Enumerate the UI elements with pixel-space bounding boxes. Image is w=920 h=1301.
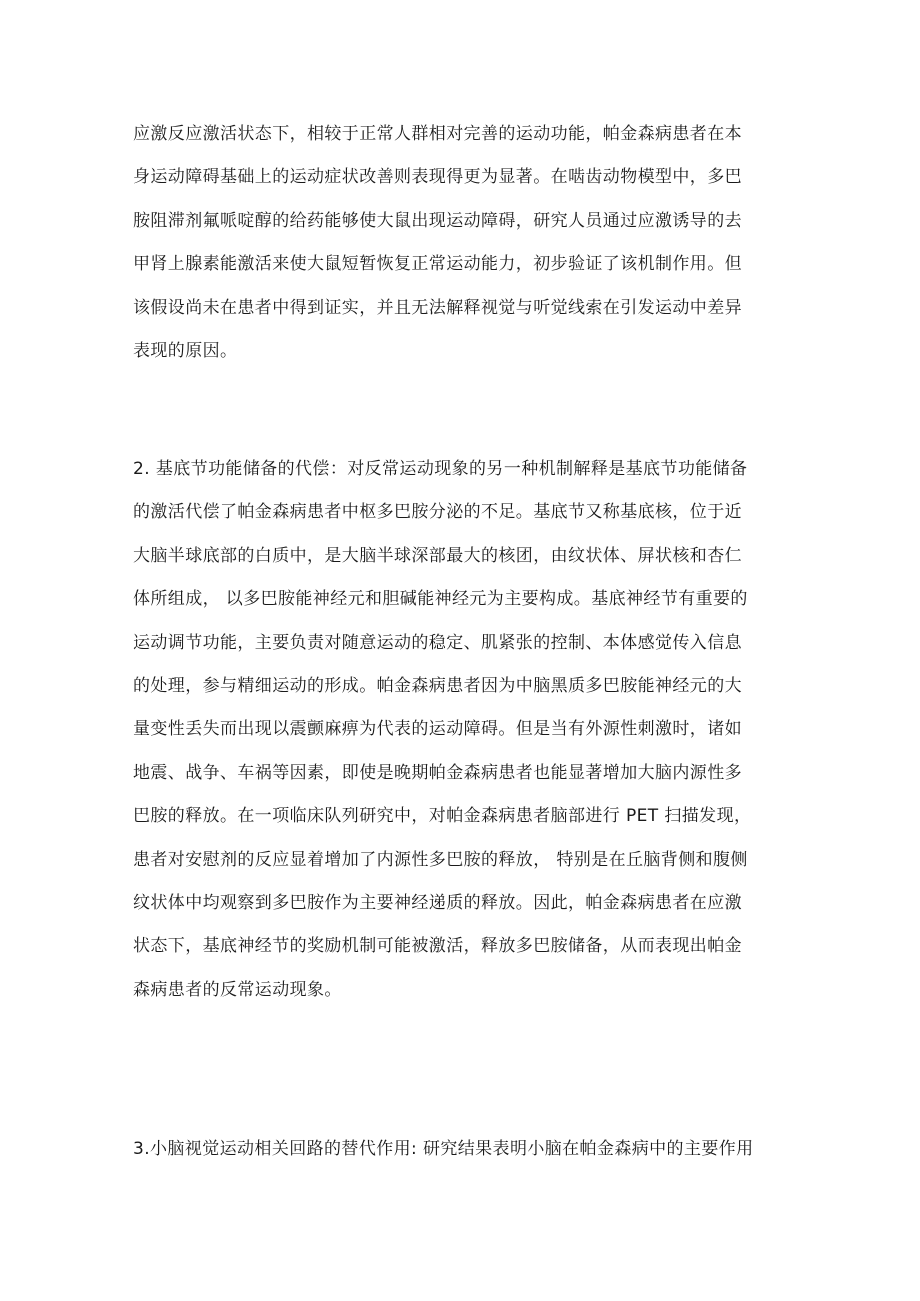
text-line: 3.小脑视觉运动相关回路的替代作用: 研究结果表明小脑在帕金森病中的主要作用: [133, 1139, 754, 1159]
text-line: 大脑半球底部的白质中，是大脑半球深部最大的核团，由纹状体、屏状核和杏仁: [133, 545, 742, 566]
text-line: 运动调节功能，主要负责对随意运动的稳定、肌紧张的控制、本体感觉传入信息: [133, 632, 742, 653]
text-line: 2. 基底节功能储备的代偿：对反常运动现象的另一种机制解释是基底节功能储备: [133, 459, 748, 479]
text-line: 表现的原因。: [133, 341, 238, 362]
text-line: 应激反应激活状态下，相较于正常人群相对完善的运动功能，帕金森病患者在本: [133, 124, 742, 144]
text-line: 量变性丢失而出现以震颤麻痹为代表的运动障碍。但是当有外源性刺激时，诸如: [133, 719, 742, 740]
text-line: 森病患者的反常运动现象。: [133, 979, 342, 1000]
paragraph-stress-response: [133, 113, 795, 373]
text-line: 甲肾上腺素能激活来使大鼠短暂恢复正常运动能力，初步验证了该机制作用。但: [133, 254, 742, 275]
text-line: 纹状体中均观察到多巴胺作为主要神经递质的释放。因此，帕金森病患者在应激: [133, 893, 742, 914]
text-line: 胺阻滞剂氟哌啶醇的给药能够使大鼠出现运动障碍，研究人员通过应激诱导的去: [133, 210, 742, 231]
text-line: 患者对安慰剂的反应显着增加了内源性多巴胺的释放， 特别是在丘脑背侧和腹侧: [133, 849, 748, 870]
text-line: 的激活代偿了帕金森病患者中枢多巴胺分泌的不足。基底节又称基底核，位于近: [133, 502, 742, 523]
paragraph-cerebellum: [133, 1128, 795, 1171]
text-line: 巴胺的释放。在一项临床队列研究中，对帕金森病患者脑部进行 PET 扫描发现，: [133, 806, 752, 827]
text-line: 的处理，参与精细运动的形成。帕金森病患者因为中脑黑质多巴胺能神经元的大: [133, 676, 742, 697]
text-line: 该假设尚未在患者中得到证实，并且无法解释视觉与听觉线索在引发运动中差异: [133, 297, 742, 318]
text-line: 地震、战争、车祸等因素，即使是晚期帕金森病患者也能显著增加大脑内源性多: [133, 762, 742, 783]
text-line: 身运动障碍基础上的运动症状改善则表现得更为显著。在啮齿动物模型中，多巴: [133, 167, 742, 188]
paragraph-basal-ganglia: [133, 448, 795, 1012]
text-line: 状态下，基底神经节的奖励机制可能被激活，释放多巴胺储备，从而表现出帕金: [133, 936, 742, 957]
text-line: 体所组成， 以多巴胺能神经元和胆碱能神经元为主要构成。基底神经节有重要的: [133, 589, 748, 610]
